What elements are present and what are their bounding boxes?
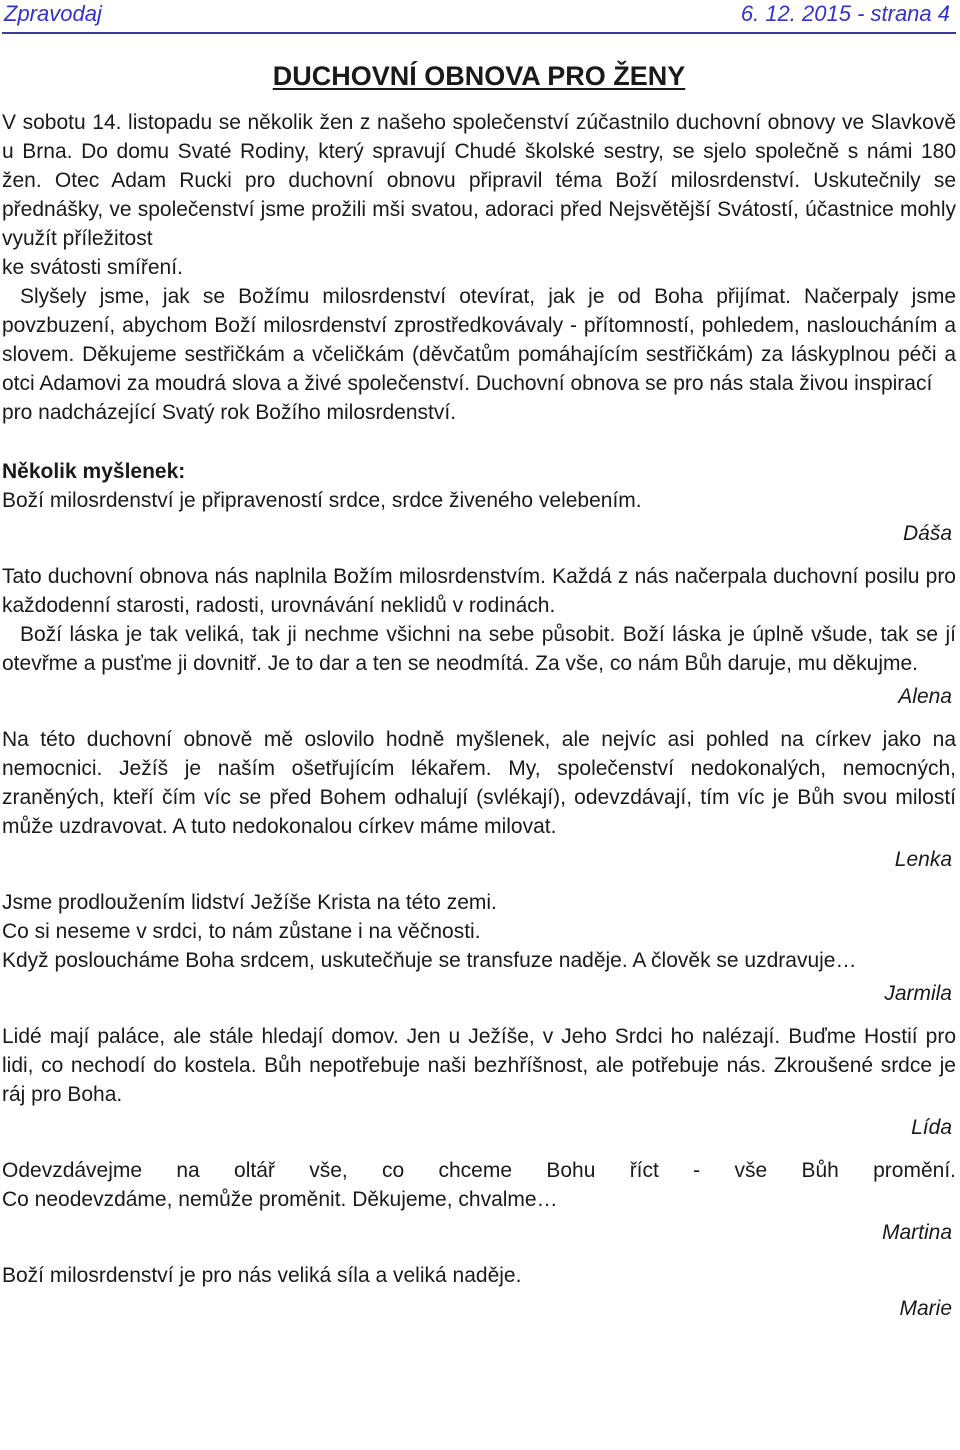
thought-author: Alena (898, 685, 952, 708)
thought-text-part-1: Tato duchovní obnova nás naplnila Božím milosrdenstvím. Každá z nás načerpala duchovní posilu pro každodenní starosti, radosti, urovnávání neklidů v rodinách. (2, 565, 956, 617)
article-intro (2, 108, 956, 427)
thought-line-3: Když posloucháme Boha srdcem, uskutečňuje se transfuze naděje. A člověk se uzdravuje… (2, 949, 857, 972)
thought-author: Lenka (894, 848, 952, 871)
thought-text-part-2: Boží láska je tak veliká, tak ji nechme všichni na sebe působit. Boží láska je úplně všude, tak se jí otevřme a pusťme ji dovnitř. Je to dar a ten se neodmítá. Za vše, co nám Bůh daruje, mu děkujme. (2, 623, 956, 675)
thought-line-1: Jsme prodloužením lidství Ježíše Krista na této zemi. (2, 891, 497, 914)
intro-paragraph-1 (2, 108, 956, 253)
thoughts-heading: Několik myšlenek: (2, 460, 186, 483)
thought-author: Jarmila (884, 982, 952, 1005)
intro-paragraph-2-last-line: pro nadcházející Svatý rok Božího milosrdenství. (2, 401, 457, 424)
thought-text: Boží milosrdenství je připraveností srdce, srdce živeného velebením. (2, 489, 642, 512)
running-header (2, 0, 956, 34)
thought-martina (2, 1156, 956, 1247)
thought-author: Lída (911, 1116, 952, 1139)
thought-jarmila (2, 888, 956, 1008)
thought-lenka (2, 725, 956, 874)
thought-line-2: Co neodevzdáme, nemůže proměnit. Děkujeme, chvalme… (2, 1188, 558, 1211)
thought-lida (2, 1022, 956, 1142)
article-title: DUCHOVNÍ OBNOVA PRO ŽENY (272, 61, 686, 91)
thought-alena (2, 562, 956, 711)
thought-text: Lidé mají paláce, ale stále hledají domov. Jen u Ježíše, v Jeho Srdci ho nalézají. Buďme Hostií pro lidi, co nechodí do kostela. Bůh nepotřebuje naši bezhříšnost, ale potřebuje nás. Zkroušené srdce je ráj pro Boha. (2, 1025, 956, 1106)
thought-line-2: Co si neseme v srdci, to nám zůstane i na věčnosti. (2, 920, 481, 943)
thought-text: Na této duchovní obnově mě oslovilo hodně myšlenek, ale nejvíc asi pohled na církev jako na nemocnici. Ježíš je naším ošetřujícím lékařem. My, společenství nedokonalých, nemocných, zraněných, kteří čím víc se před Bohem odhalují (svlékají), odevzdávají, tím víc je Bůh svou milostí může uzdravovat. A tuto nedokonalou církev máme milovat. (2, 728, 956, 838)
thought-dasa (2, 486, 956, 548)
thought-line-1: Odevzdávejme na oltář vše, co chceme Bohu říct - vše Bůh promění. (2, 1159, 956, 1182)
thought-author: Dáša (902, 522, 952, 545)
thought-author: Marie (899, 1297, 952, 1320)
thought-marie (2, 1261, 956, 1323)
thought-author: Martina (881, 1221, 952, 1244)
intro-paragraph-2-text: Slyšely jsme, jak se Božímu milosrdenství otevírat, jak je od Boha přijímat. Načerpaly jsme povzbuzení, abychom Boží milosrdenství zprostředkovávaly - přítomností, pohledem, nasloucháním a slovem. Děkujeme sestřičkám a včeličkám (děvčatům pomáhajícím sestřičkám) za láskyplnou péči a otci Adamovi za moudrá slova a živé společenství. Duchovní obnova se pro nás stala živou inspirací (2, 285, 956, 395)
issue-date-page: 6. 12. 2015 - strana 4 (740, 1, 950, 26)
thought-text: Boží milosrdenství je pro nás veliká síla a veliká naděje. (2, 1264, 522, 1287)
newsletter-name: Zpravodaj (4, 1, 102, 26)
intro-paragraph-2 (2, 282, 956, 398)
intro-paragraph-1-last-line: ke svátosti smíření. (2, 256, 183, 279)
intro-paragraph-1-text: V sobotu 14. listopadu se několik žen z našeho společenství zúčastnilo duchovní obnovy ve Slavkově u Brna. Do domu Svaté Rodiny, který spravují Chudé školské sestry, se sjelo společně s námi 180 žen. Otec Adam Rucki pro duchovní obnovu připravil téma Boží milosrdenství. Uskutečnily se přednášky, ve společenství jsme prožili mši svatou, adoraci před Nejsvětější Svátostí, účastnice mohly využít příležitost (2, 111, 956, 250)
